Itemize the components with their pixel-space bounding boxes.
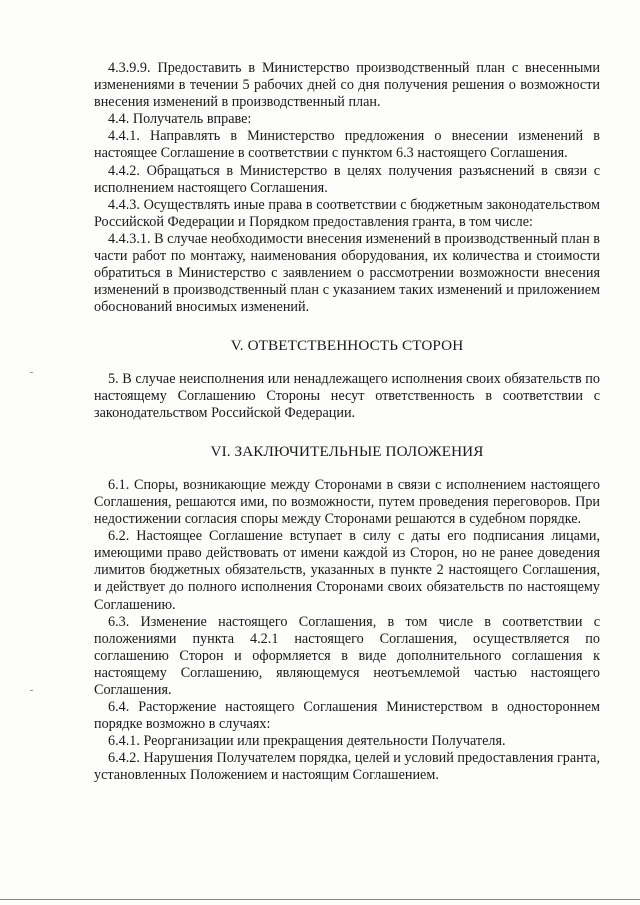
paragraph-6-1: 6.1. Споры, возникающие между Сторонами в связи с исполнением настоящего Соглашения, решаются ими, по возможности, путем проведения переговоров. При недостижении согласия споры между Сторонами решаются в судебном порядке. xyxy=(94,476,600,528)
paragraph-4-4: 4.4. Получатель вправе: xyxy=(108,111,252,128)
section-5-heading: V. ОТВЕТСТВЕННОСТЬ СТОРОН xyxy=(230,337,464,355)
paragraph-6-4-1: 6.4.1. Реорганизации или прекращения деятельности Получателя. xyxy=(108,733,506,750)
page-bottom-edge xyxy=(0,899,640,900)
scan-artifact xyxy=(30,372,33,373)
section-6-heading: VI. ЗАКЛЮЧИТЕЛЬНЫЕ ПОЛОЖЕНИЯ xyxy=(210,442,484,460)
paragraph-4-4-3-1: 4.4.3.1. В случае необходимости внесения изменений в производственный план в части работ по монтажу, наименования оборудования, их количества и стоимости обратиться в Министерство с заявлением о рассмотрении возможности внесения изменений в производственный план с указанием таких изменений и приложением обоснований вносимых изменений. xyxy=(94,230,600,316)
paragraph-4-4-2: 4.4.2. Обращаться в Министерство в целях получения разъяснений в связи с исполнением настоящего Соглашения. xyxy=(94,162,600,196)
paragraph-6-4-2: 6.4.2. Нарушения Получателем порядка, целей и условий предоставления гранта, установленных Положением и настоящим Соглашением. xyxy=(94,750,601,784)
paragraph-6-4: 6.4. Расторжение настоящего Соглашения Министерством в одностороннем порядке возможно в случаях: xyxy=(94,699,600,733)
paragraph-4-4-1: 4.4.1. Направлять в Министерство предложения о внесении изменений в настоящее Соглашение в соответствии с пунктом 6.3 настоящего Соглашения. xyxy=(94,128,600,162)
paragraph-6-2: 6.2. Настоящее Соглашение вступает в силу с даты его подписания лицами, имеющими право действовать от имени каждой из Сторон, но не ранее доведения лимитов бюджетных обязательств, указанных в пункте 2 настоящего Соглашения, и действует до полного исполнения Сторонами своих обязательств по настоящему Соглашению. xyxy=(94,528,600,613)
document-page xyxy=(94,60,600,785)
scan-artifact xyxy=(30,690,33,691)
paragraph-4-3-9-9: 4.3.9.9. Предоставить в Министерство производственный план с внесенными изменениями в течении 5 рабочих дней со дня получения решения о возможности внесения изменений в производственный план. xyxy=(94,60,600,111)
paragraph-5: 5. В случае неисполнения или ненадлежащего исполнения своих обязательств по настоящему Соглашению Стороны несут ответственность в соответствии с законодательством Российской Федерации. xyxy=(94,370,600,421)
paragraph-6-3: 6.3. Изменение настоящего Соглашения, в том числе в соответствии с положениями пункта 4.2.1 настоящего Соглашения, осуществляется по соглашению Сторон и оформляется в виде дополнительного соглашения к настоящему Соглашению, являющемуся неотъемлемой частью настоящего Соглашения. xyxy=(94,613,600,698)
paragraph-4-4-3: 4.4.3. Осуществлять иные права в соответствии с бюджетным законодательством Российской Федерации и Порядком предоставления гранта, в том числе: xyxy=(94,196,600,230)
